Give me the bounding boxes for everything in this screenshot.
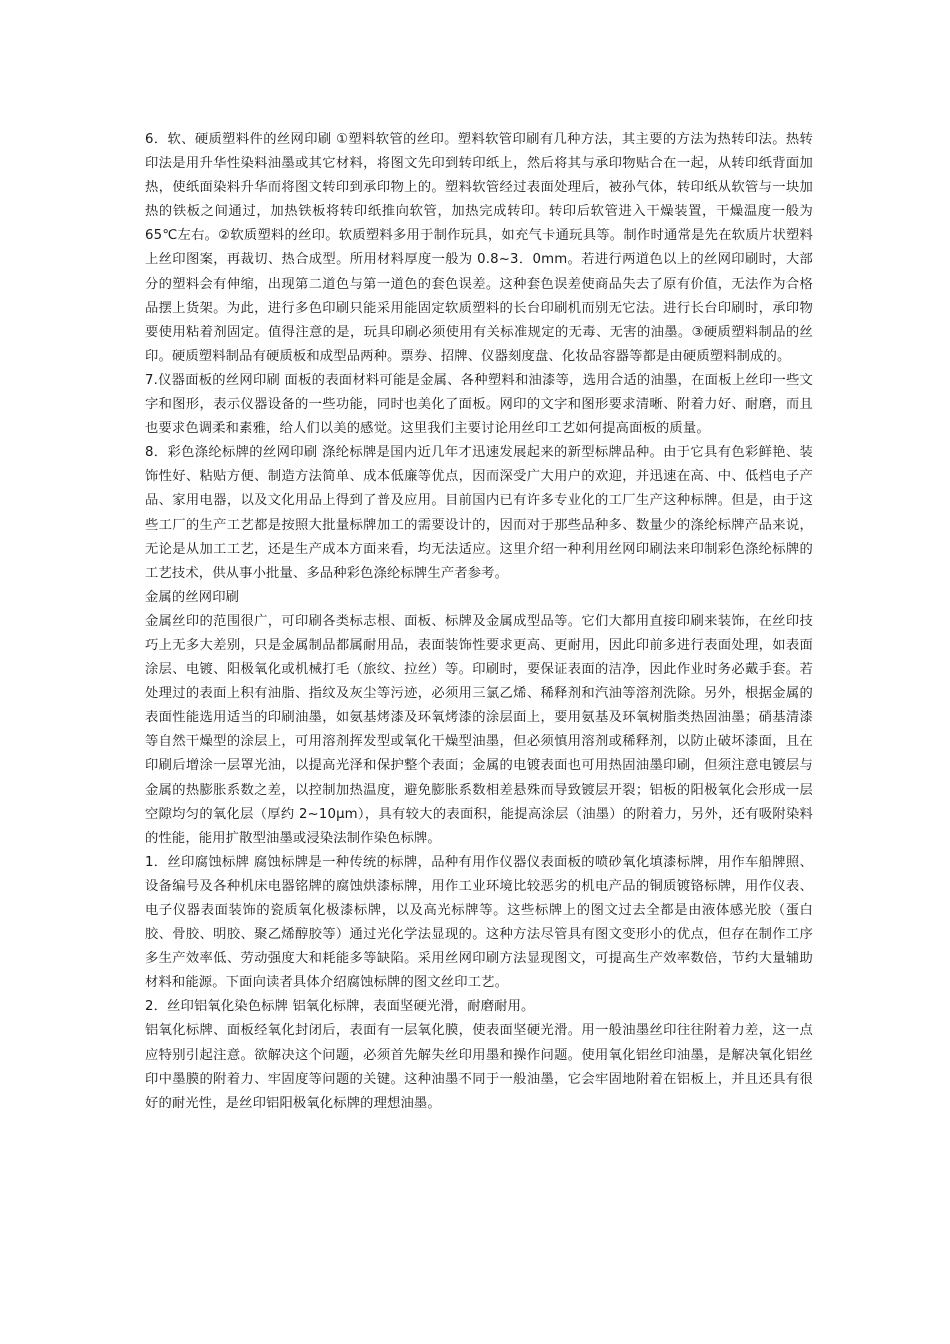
paragraph-anodized-label-intro: 2．丝印铝氧化染色标牌 铝氧化标牌，表面坚硬光滑，耐磨耐用。	[145, 999, 535, 1015]
document-body	[145, 128, 813, 1116]
paragraph-anodized-label-detail: 铝氧化标牌、面板经氧化封闭后，表面有一层氧化膜，使表面坚硬光滑。用一般油墨丝印往往附着力差，这一点应特别引起注意。欲解决这个问题，必须首先解失丝印用墨和操作问题。使用氧化铝丝印油墨，是解决氧化铝丝印中墨膜的附着力、牢固度等问题的关键。这种油墨不同于一般油墨，它会牢固地附着在铝板上，并且还具有很好的耐光性，是丝印铝阳极氧化标牌的理想油墨。	[145, 1023, 813, 1111]
paragraph-polyester-label-printing: 8．彩色涤纶标牌的丝网印刷 涤纶标牌是国内近几年才迅速发展起来的新型标牌品种。由于它具有色彩鲜艳、装饰性好、粘贴方便、制造方法简单、成本低廉等优点，因而深受广大用户的欢迎，并迅速在高、中、低档电子产品、家用电器，以及文化用品上得到了普及应用。目前国内已有许多专业化的工厂生产这种标牌。但是，由于这些工厂的生产工艺都是按照大批量标牌加工的需要设计的，因而对于那些品种多、数量少的涤纶标牌产品来说，无论是从加工工艺，还是生产成本方面来看，均无法适应。这里介绍一种利用丝网印刷法来印制彩色涤纶标牌的工艺技术，供从事小批量、多品种彩色涤纶标牌生产者参考。	[145, 445, 813, 581]
section-heading-metal-printing: 金属的丝网印刷	[145, 589, 240, 605]
paragraph-metal-printing-overview: 金属丝印的范围很广，可印刷各类标志根、面板、标牌及金属成型品等。它们大都用直接印刷来装饰，在丝印技巧上无多大差别，只是金属制品都属耐用品，表面装饰性要求更高、更耐用，因此印前多进行表面处理，如表面涂层、电镀、阳极氧化或机械打毛（旅纹、拉丝）等。印刷时，要保证表面的洁净，因此作业时务必戴手套。若处理过的表面上积有油脂、指纹及灰尘等污迹，必须用三氯乙烯、稀释剂和汽油等溶剂洗除。另外，根据金属的表面性能选用适当的印刷油墨，如氨基烤漆及环氧烤漆的涂层面上，要用氨基及环氧树脂类热固油墨；硝基清漆等自然干燥型的涂层上，可用溶剂挥发型或氧化干燥型油墨，但必须慎用溶剂或稀释剂，以防止破坏漆面，且在印刷后增涂一层罩光油，以提高光泽和保护整个表面；金属的电镀表面也可用热固油墨印刷，但须注意电镀层与金属的热膨胀系数之差，以控制加热温度，避免膨胀系数相差悬殊而导致镀层开裂；铝板的阳极氧化会形成一层空隙均匀的氧化层（厚约 2~10μm），具有较大的表面积，能提高涂层（油墨）的附着力，另外，还有吸附染料的性能，能用扩散型油墨或浸染法制作染色标牌。	[145, 613, 813, 846]
paragraph-etched-label-printing: 1．丝印腐蚀标牌 腐蚀标牌是一种传统的标牌，品种有用作仪器仪表面板的喷砂氧化填漆标牌，用作车船牌照、设备编号及各种机床电器铭牌的腐蚀烘漆标牌，用作工业环境比较恶劣的机电产品的铜质镀铬标牌，用作仪表、电子仪器表面装饰的瓷质氧化极漆标牌，以及高光标牌等。这些标牌上的图文过去全都是由液体感光胶（蛋白胶、骨胶、明胶、聚乙烯醇胶等）通过光化学法显现的。这种方法尽管具有图文变形小的优点，但存在制作工序多生产效率低、劳动强度大和耗能多等缺陷。采用丝网印刷方法显现图文，可提高生产效率数倍，节约大量辅助材料和能源。下面向读者具体介绍腐蚀标牌的图文丝印工艺。	[145, 854, 813, 991]
paragraph-instrument-panel-printing: 7.仪器面板的丝网印刷 面板的表面材料可能是金属、各种塑料和油漆等，选用合适的油墨，在面板上丝印一些文字和图形，表示仪器设备的一些功能，同时也美化了面板。网印的文字和图形要求清晰、附着力好、耐磨，而且也要求色调柔和素雅，给人们以美的感觉。这里我们主要讨论用丝印工艺如何提高面板的质量。	[145, 372, 813, 437]
paragraph-plastic-parts-printing: 6．软、硬质塑料件的丝网印刷 ①塑料软管的丝印。塑料软管印刷有几种方法，其主要的方法为热转印法。热转印法是用升华性染料油墨或其它材料，将图文先印到转印纸上，然后将其与承印物贴合在一起，从转印纸背面加热，使纸面染料升华而将图文转印到承印物上的。塑料软管经过表面处理后，被孙气体，转印纸从软管与一块加热的铁板之间通过，加热铁板将转印纸推向软管，加热完成转印。转印后软管进入干燥装置，干燥温度一般为65℃左右。②软质塑料的丝印。软质塑料多用于制作玩具，如充气卡通玩具等。制作时通常是先在软质片状塑料上丝印图案，再裁切、热合成型。所用材料厚度一般为 0.8~3．0mm。若进行两道色以上的丝网印刷时，大部分的塑料会有伸缩，出现第二道色与第一道色的套色误差。这种套色误差使商品失去了原有价值，无法作为合格品摆上货架。为此，进行多色印刷只能采用能固定软质塑料的长台印刷机而别无它法。进行长台印刷时，承印物要使用粘着剂固定。值得注意的是，玩具印刷必须使用有关标准规定的无毒、无害的油墨。③硬质塑料制品的丝印。硬质塑料制品有硬质板和成型品两种。票券、招牌、仪器刻度盘、化妆品容器等都是由硬质塑料制成的。	[145, 132, 813, 364]
